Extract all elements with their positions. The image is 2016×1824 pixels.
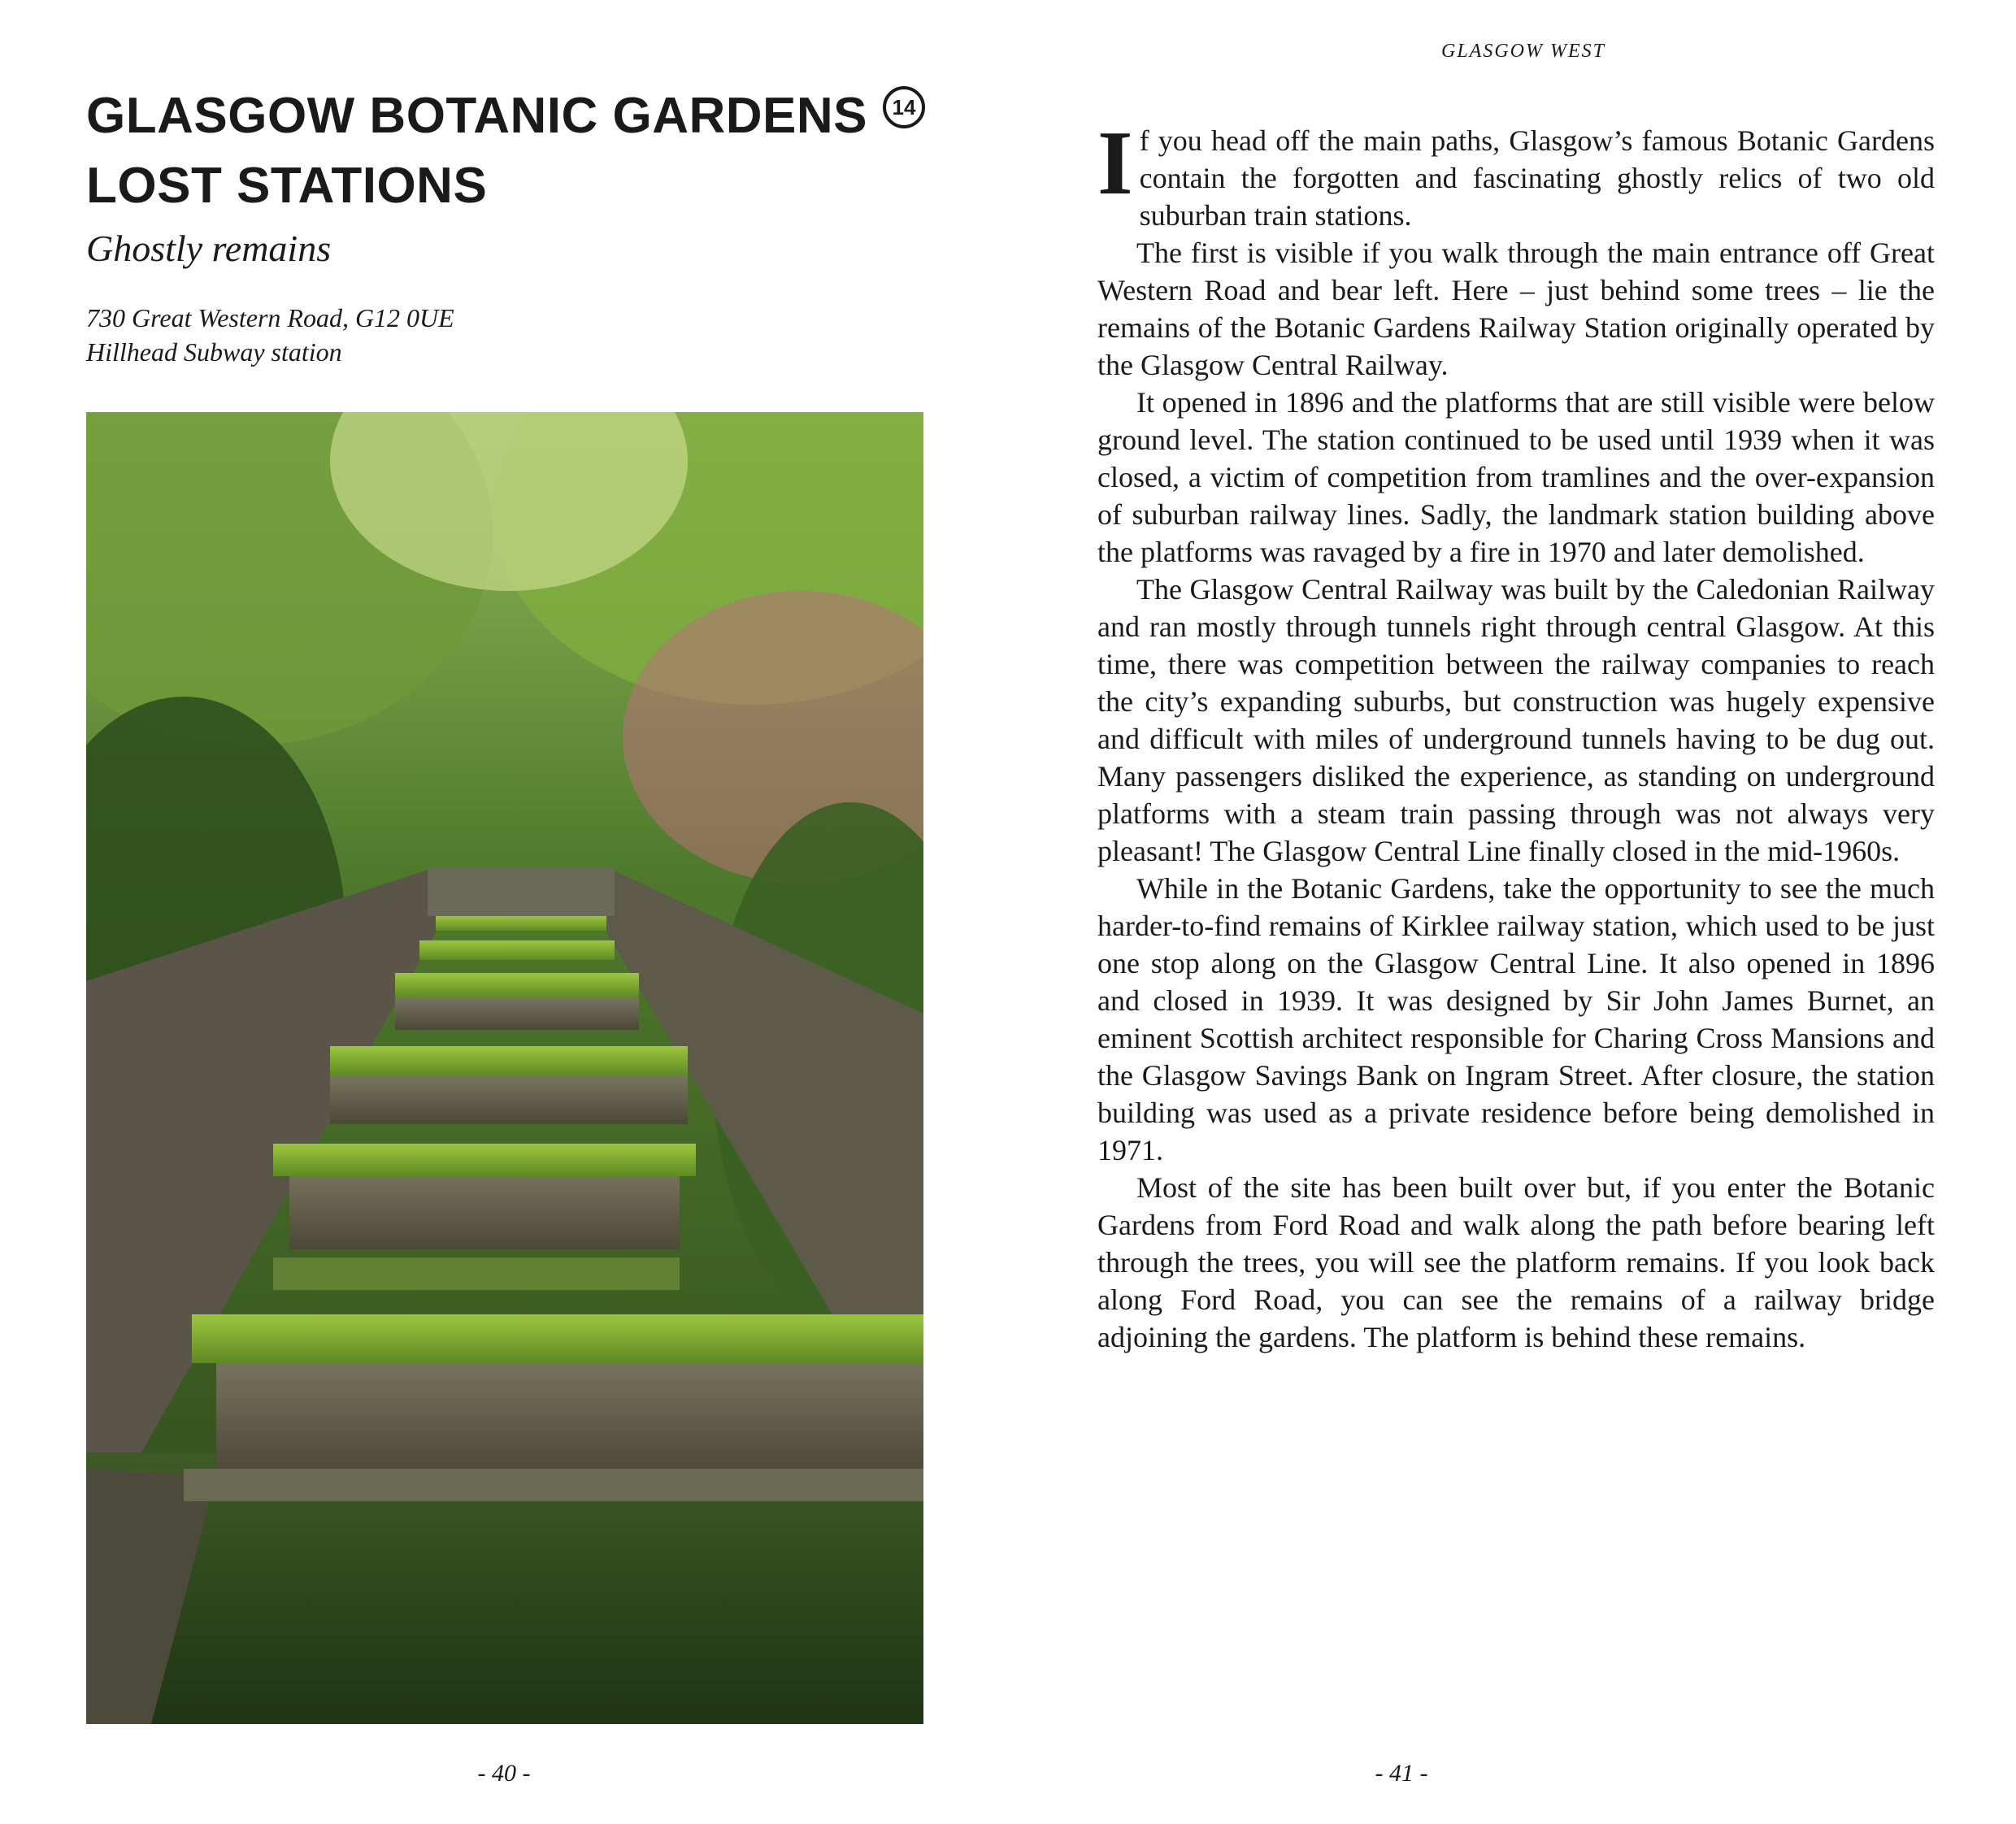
page-title [86, 81, 867, 221]
running-head: GLASGOW WEST [1441, 41, 1605, 62]
page-number: - 41 - [1375, 1760, 1428, 1787]
drop-cap: I [1097, 113, 1133, 214]
page-number: - 40 - [477, 1760, 531, 1787]
article-body [1097, 113, 1935, 1356]
address-block [86, 301, 454, 369]
overgrown-platform-image [86, 412, 923, 1724]
paragraph [1097, 113, 1935, 234]
paragraph: The Glasgow Central Railway was built by the Caledonian Railway and ran mostly through tunnels right through central Glasgow. At this time, there was competition between the railway companies to reach the city’s expanding suburbs, but construction was hugely expensive and difficult with miles of underground tunnels having to be dug out. Many passengers disliked the experience, as standing on underground platforms with a steam train passing through was not always very pleasant! The Glasgow Central Line finally closed in the mid-1960s. [1097, 573, 1935, 867]
paragraph: The first is visible if you walk through the main entrance off Great Western Road and bear left. Here – just behind some trees – lie the remains of the Botanic Gardens Railway Station originally operated by the Glasgow Central Railway. [1097, 237, 1935, 381]
transit-line: Hillhead Subway station [86, 337, 342, 367]
station-photo [86, 412, 923, 1724]
subtitle: Ghostly remains [86, 228, 332, 269]
paragraph: Most of the site has been built over but, if you enter the Botanic Gardens from Ford Road and walk along the path before bearing left through the trees, you will see the platform remains. If you look back along Ford Road, you can see the remains of a railway bridge adjoining the gardens. The platform is behind these remains. [1097, 1171, 1935, 1353]
paragraph: It opened in 1896 and the platforms that are still visible were below ground level. The station continued to be used until 1939 when it was closed, a victim of competition from tramlines and the over-expansion of suburban railway lines. Sadly, the landmark station building above the platforms was ravaged by a fire in 1970 and later demolished. [1097, 386, 1935, 568]
address-line: 730 Great Western Road, G12 0UE [86, 303, 454, 332]
title-line-2: LOST STATIONS [86, 158, 488, 214]
paragraph: While in the Botanic Gardens, take the opportunity to see the much harder-to-find remains of Kirklee railway station, which used to be just one stop along on the Glasgow Central Line. It also opened in 1896 and closed in 1939. It was designed by Sir John James Burnet, an eminent Scottish architect responsible for Charing Cross Mansions and the Glasgow Savings Bank on Ingram Street. After closure, the station building was used as a private residence before being demolished in 1971. [1097, 872, 1935, 1166]
entry-number-badge: 14 [883, 86, 925, 128]
paragraph-text: f you head off the main paths, Glasgow’s famous Botanic Gardens contain the forgotten and fascinating ghostly relics of two old suburban train stations. [1139, 124, 1935, 232]
title-line-1: GLASGOW BOTANIC GARDENS [86, 88, 867, 144]
